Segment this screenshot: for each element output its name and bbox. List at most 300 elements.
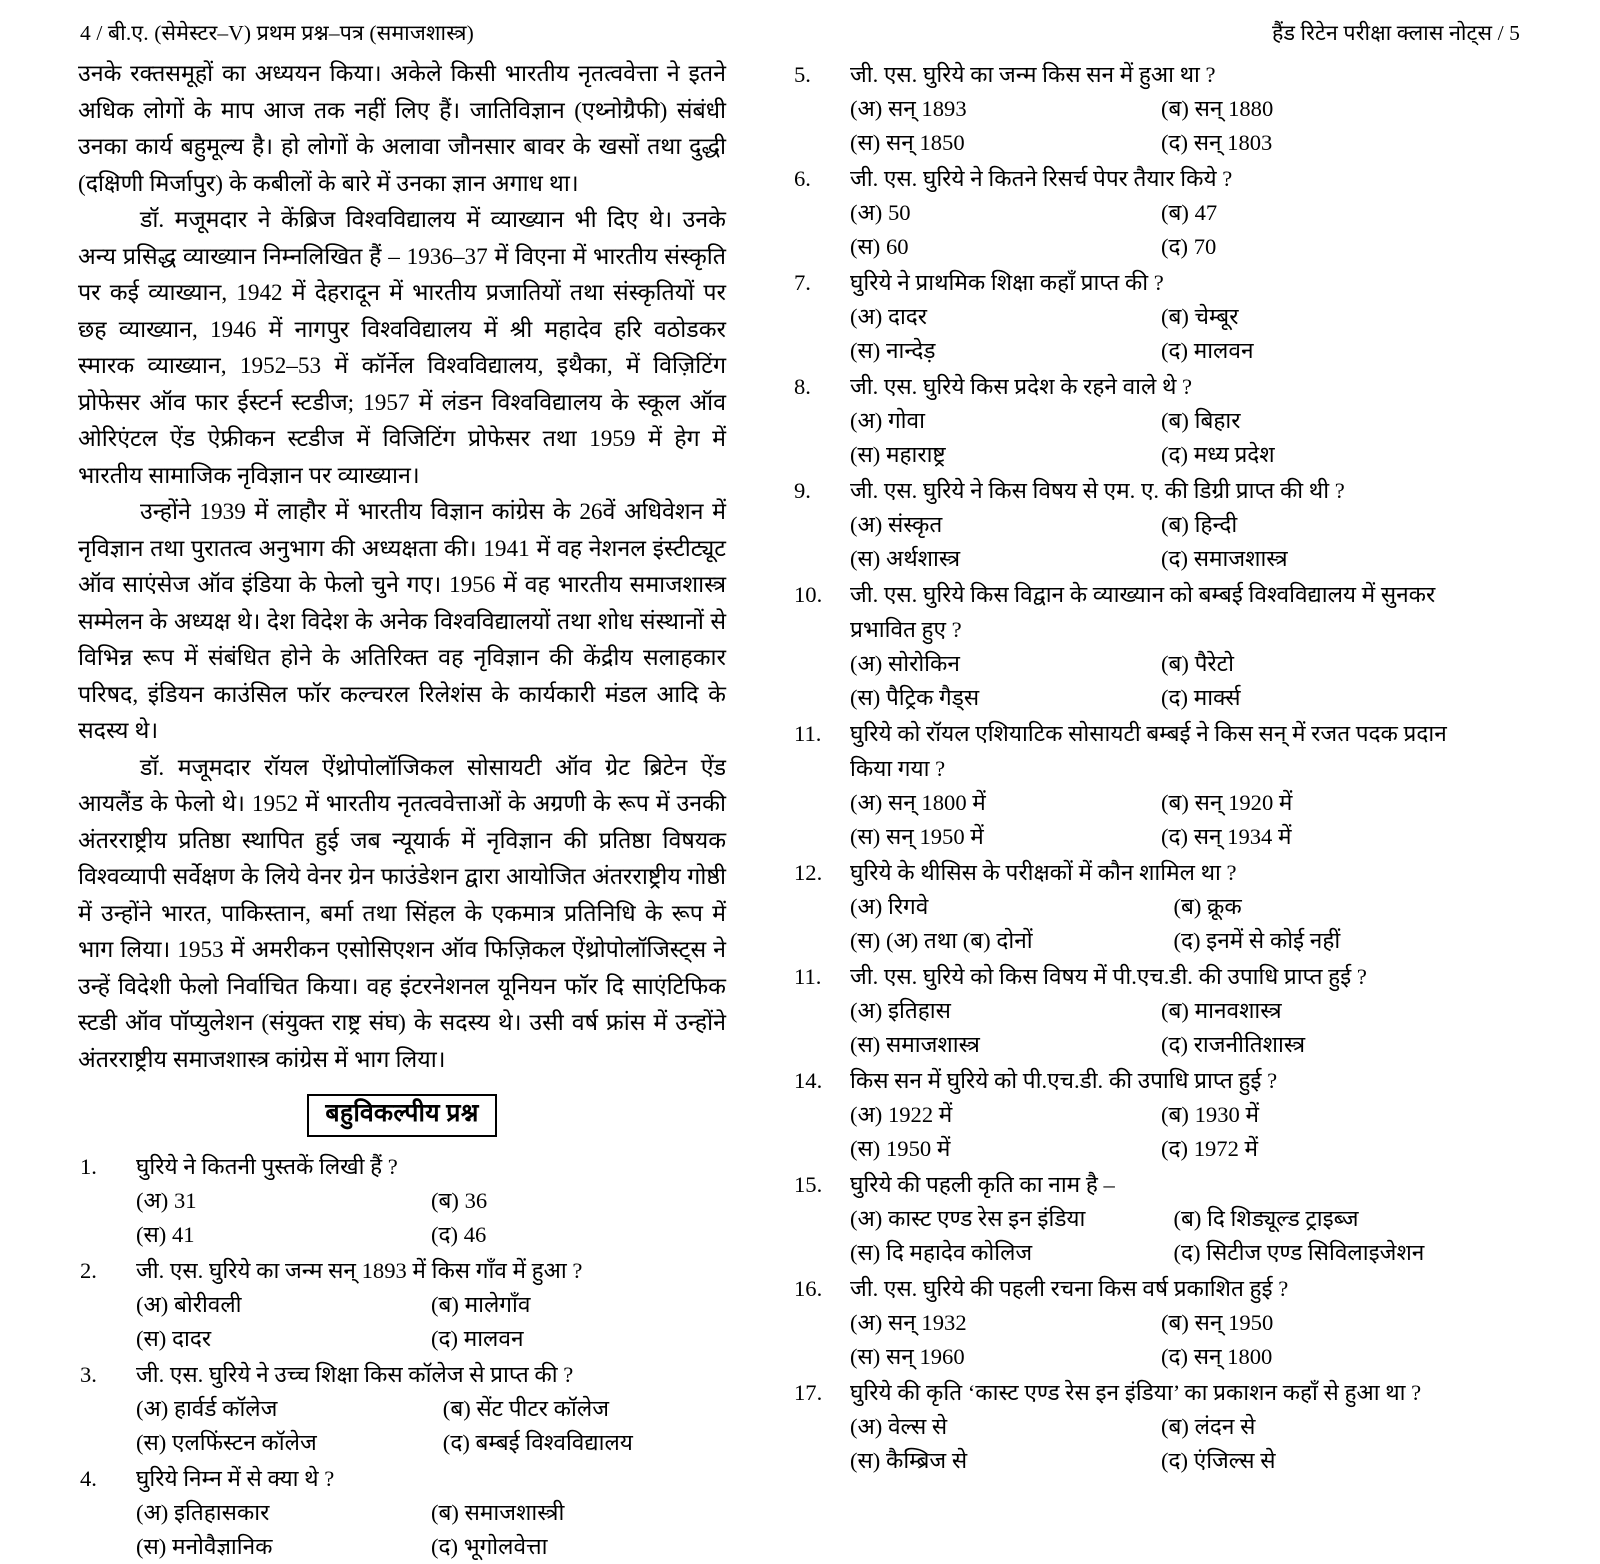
option-item[interactable] [1161, 1444, 1472, 1478]
option-text: मालेगाँव [458, 1292, 531, 1317]
option-label: (स) [850, 130, 881, 155]
option-label: (स) [850, 1136, 881, 1161]
option-label: (अ) [850, 512, 883, 537]
option-item[interactable] [1161, 334, 1472, 368]
option-label: (अ) [850, 998, 883, 1023]
question-text: घुरिये ने प्राथमिक शिक्षा कहाँ प्राप्त की ? [850, 270, 1164, 295]
question-text: घुरिये के थीसिस के परीक्षकों में कौन शामिल था ? [850, 860, 1237, 885]
option-label: (अ) [136, 1292, 169, 1317]
option-grid [850, 786, 1472, 854]
option-text: दि महादेव कोलिज [880, 1240, 1033, 1265]
option-item[interactable] [431, 1288, 726, 1322]
option-text: मनोवैज्ञानिक [166, 1534, 273, 1559]
option-item[interactable] [1161, 508, 1472, 542]
option-item[interactable] [850, 1028, 1161, 1062]
option-label: (द) [1161, 1032, 1189, 1057]
option-item[interactable] [136, 1288, 431, 1322]
question-body [850, 473, 1472, 576]
option-label: (द) [1161, 338, 1189, 363]
question-text: जी. एस. घुरिये ने किस विषय से एम. ए. की डिग्री प्राप्त की थी ? [850, 478, 1345, 503]
question-number: 2. [80, 1258, 97, 1283]
option-label: (अ) [136, 1188, 169, 1213]
option-label: (अ) [850, 894, 883, 919]
option-text: सन् 1850 [880, 130, 965, 155]
option-text: भूगोलवेत्ता [458, 1534, 548, 1559]
option-item[interactable] [431, 1322, 726, 1356]
option-text: मानवशास्त्र [1188, 998, 1282, 1023]
option-text: सन् 1960 [880, 1344, 965, 1369]
option-item[interactable] [850, 300, 1161, 334]
question-body [850, 1375, 1472, 1478]
option-text: रिगवे [882, 894, 929, 919]
question-text: जी. एस. घुरिये किस विद्वान के व्याख्यान को बम्बई विश्वविद्यालय में सुनकर प्रभावित हुए ? [850, 582, 1436, 642]
option-label: (स) [850, 338, 881, 363]
option-item[interactable] [850, 1236, 1173, 1270]
option-item[interactable] [1173, 1202, 1472, 1236]
option-text: हार्वर्ड कॉलेज [168, 1396, 278, 1421]
option-label: (स) [136, 1326, 167, 1351]
option-item[interactable] [443, 1426, 726, 1460]
question-number: 1. [80, 1154, 97, 1179]
option-text: 1950 में [880, 1136, 951, 1161]
option-text: कास्ट एण्ड रेस इन इंडिया [882, 1206, 1086, 1231]
option-item[interactable] [1161, 1132, 1472, 1166]
question-text: जी. एस. घुरिये की पहली रचना किस वर्ष प्रकाशित हुई ? [850, 1276, 1289, 1301]
question-text: घुरिये की पहली कृति का नाम है – [850, 1172, 1115, 1197]
option-text: बिहार [1188, 408, 1241, 433]
question-body [136, 1149, 726, 1252]
option-text: सन् 1932 [882, 1310, 967, 1335]
question-number: 11. [794, 964, 822, 989]
question-text: जी. एस. घुरिये ने कितने रिसर्च पेपर तैयार किये ? [850, 166, 1233, 191]
running-head-left: 4 / बी.ए. (सेमेस्टर–V) प्रथम प्रश्न–पत्र (समाजशास्त्र) [80, 21, 474, 45]
option-label: (स) [850, 1240, 881, 1265]
option-label: (स) [136, 1222, 167, 1247]
option-label: (ब) [431, 1292, 459, 1317]
option-text: सन् 1893 [882, 96, 967, 121]
option-text: बम्बई विश्वविद्यालय [469, 1430, 633, 1455]
question-item [792, 959, 1472, 1062]
option-label: (स) [850, 824, 881, 849]
option-item[interactable] [850, 1306, 1161, 1340]
option-item[interactable] [1161, 196, 1472, 230]
option-item[interactable] [1161, 300, 1472, 334]
option-text: सन् 1950 में [880, 824, 984, 849]
option-text: वेल्स से [882, 1414, 948, 1439]
option-item[interactable] [850, 542, 1161, 576]
option-label: (ब) [1173, 1206, 1202, 1231]
question-body [850, 1271, 1472, 1374]
option-text: समाजशास्त्र [880, 1032, 980, 1057]
option-item[interactable] [850, 786, 1161, 820]
option-label: (द) [431, 1326, 459, 1351]
option-text: (अ) तथा (ब) दोनों [880, 928, 1033, 953]
option-label: (द) [1161, 130, 1189, 155]
question-text: जी. एस. घुरिये को किस विषय में पी.एच.डी. की उपाधि प्राप्त हुई ? [850, 964, 1367, 989]
option-text: संस्कृत [882, 512, 943, 537]
question-item [792, 473, 1472, 576]
option-label: (अ) [850, 1414, 883, 1439]
option-text: 1922 में [882, 1102, 953, 1127]
option-label: (द) [1161, 824, 1189, 849]
option-item[interactable] [1161, 1028, 1472, 1062]
option-label: (द) [431, 1222, 459, 1247]
option-item[interactable] [850, 890, 1173, 924]
option-text: एंजिल्स से [1188, 1448, 1276, 1473]
running-head [80, 18, 1520, 52]
option-label: (द) [1161, 546, 1189, 571]
question-number: 17. [794, 1380, 823, 1405]
option-text: मालवन [1188, 338, 1254, 363]
option-label: (स) [850, 1032, 881, 1057]
option-item[interactable] [136, 1184, 431, 1218]
option-item[interactable] [1161, 126, 1472, 160]
option-item[interactable] [443, 1392, 726, 1426]
option-item[interactable] [850, 196, 1161, 230]
option-item[interactable] [1161, 1340, 1472, 1374]
option-label: (अ) [850, 1102, 883, 1127]
option-grid [850, 1202, 1472, 1270]
option-label: (अ) [850, 1206, 883, 1231]
option-item[interactable] [1161, 1098, 1472, 1132]
question-item [792, 57, 1472, 160]
option-text: इनमें से कोई नहीं [1200, 928, 1341, 953]
question-number: 5. [794, 62, 811, 87]
option-text: सन् 1934 में [1188, 824, 1292, 849]
option-item[interactable] [850, 820, 1161, 854]
question-text: जी. एस. घुरिये ने उच्च शिक्षा किस कॉलेज से प्राप्त की ? [136, 1362, 574, 1387]
question-item [78, 1149, 726, 1252]
question-text: जी. एस. घुरिये का जन्म सन् 1893 में किस गाँव में हुआ ? [136, 1258, 583, 1283]
option-grid [136, 1496, 726, 1564]
option-item[interactable] [850, 508, 1161, 542]
option-item[interactable] [850, 924, 1173, 958]
option-label: (स) [136, 1430, 167, 1455]
question-body [136, 1253, 726, 1356]
option-grid [850, 1306, 1472, 1374]
question-number: 10. [794, 582, 823, 607]
question-number: 6. [794, 166, 811, 191]
option-item[interactable] [136, 1530, 431, 1564]
option-grid [850, 994, 1472, 1062]
option-label: (अ) [136, 1396, 169, 1421]
option-text: सोरोकिन [882, 651, 960, 676]
option-label: (ब) [1161, 304, 1189, 329]
option-label: (ब) [1173, 894, 1202, 919]
option-text: पैरेटो [1188, 651, 1234, 676]
option-label: (ब) [1161, 96, 1189, 121]
option-item[interactable] [850, 681, 1161, 715]
question-body [850, 1063, 1472, 1166]
option-text: सन् 1803 [1188, 130, 1273, 155]
option-text: बोरीवली [168, 1292, 242, 1317]
option-item[interactable] [850, 1132, 1161, 1166]
option-label: (ब) [1161, 998, 1189, 1023]
option-text: दादर [882, 304, 928, 329]
option-item[interactable] [136, 1496, 431, 1530]
option-text: 60 [880, 234, 909, 259]
option-grid [136, 1184, 726, 1252]
option-label: (द) [1161, 685, 1189, 710]
page-columns [78, 56, 1528, 1559]
option-grid [850, 508, 1472, 576]
option-text: 70 [1188, 234, 1217, 259]
option-label: (अ) [850, 96, 883, 121]
option-text: महाराष्ट्र [880, 442, 946, 467]
option-grid [850, 1098, 1472, 1166]
question-number: 9. [794, 478, 811, 503]
option-grid [850, 404, 1472, 472]
option-label: (स) [850, 442, 881, 467]
option-text: अर्थशास्त्र [880, 546, 961, 571]
option-grid [136, 1288, 726, 1356]
question-body [850, 577, 1472, 715]
question-number: 3. [80, 1362, 97, 1387]
option-label: (द) [1173, 1240, 1201, 1265]
option-label: (ब) [1161, 512, 1189, 537]
question-body [850, 57, 1472, 160]
option-label: (ब) [431, 1500, 459, 1525]
option-text: सिटीज एण्ड सिविलाइजेशन [1200, 1240, 1425, 1265]
option-label: (अ) [850, 790, 883, 815]
option-item[interactable] [431, 1218, 726, 1252]
option-item[interactable] [850, 1098, 1161, 1132]
question-item [792, 369, 1472, 472]
option-text: सन् 1800 [1188, 1344, 1273, 1369]
option-text: दादर [166, 1326, 212, 1351]
option-grid [850, 647, 1472, 715]
option-item[interactable] [1161, 438, 1472, 472]
option-text: मार्क्स [1188, 685, 1241, 710]
question-number: 16. [794, 1276, 823, 1301]
option-item[interactable] [1161, 404, 1472, 438]
question-list-right [792, 57, 1472, 1478]
option-grid [136, 1392, 726, 1460]
question-item [792, 577, 1472, 715]
question-number: 7. [794, 270, 811, 295]
option-label: (अ) [850, 304, 883, 329]
option-label: (स) [850, 234, 881, 259]
option-label: (ब) [431, 1188, 459, 1213]
option-item[interactable] [850, 92, 1161, 126]
option-label: (द) [1161, 234, 1189, 259]
option-grid [850, 92, 1472, 160]
option-grid [850, 890, 1472, 958]
option-text: 46 [458, 1222, 487, 1247]
option-text: मालवन [458, 1326, 524, 1351]
option-text: 36 [458, 1188, 488, 1213]
option-label: (अ) [850, 200, 883, 225]
option-label: (ब) [1161, 1102, 1189, 1127]
option-text: दि शिड्यूल्ड ट्राइब्ज [1201, 1206, 1359, 1231]
question-text: घुरिये को रॉयल एशियाटिक सोसायटी बम्बई ने किस सन् में रजत पदक प्रदान किया गया ? [850, 721, 1447, 781]
question-body [850, 265, 1472, 368]
option-text: पैट्रिक गैड्स [880, 685, 980, 710]
right-column [792, 56, 1472, 1473]
question-number: 4. [80, 1466, 97, 1491]
option-text: सन् 1920 में [1188, 790, 1293, 815]
option-label: (ब) [1161, 790, 1189, 815]
option-text: कैम्ब्रिज से [880, 1448, 968, 1473]
question-text: जी. एस. घुरिये किस प्रदेश के रहने वाले थे ? [850, 374, 1193, 399]
question-number: 8. [794, 374, 811, 399]
option-text: 1972 में [1188, 1136, 1259, 1161]
question-list-left [78, 1149, 726, 1564]
question-number: 11. [794, 721, 822, 746]
question-item [792, 1375, 1472, 1478]
option-text: इतिहासकार [168, 1500, 270, 1525]
option-item[interactable] [1161, 994, 1472, 1028]
question-item [792, 716, 1472, 854]
option-text: राजनीतिशास्त्र [1188, 1032, 1306, 1057]
option-grid [850, 300, 1472, 368]
question-item [78, 1461, 726, 1564]
option-item[interactable] [1161, 681, 1472, 715]
question-number: 14. [794, 1068, 823, 1093]
option-item[interactable] [1173, 1236, 1472, 1270]
option-item[interactable] [1161, 542, 1472, 576]
left-column [78, 56, 726, 1559]
option-label: (द) [1161, 1344, 1189, 1369]
option-label: (ब) [1161, 200, 1189, 225]
option-text: हिन्दी [1188, 512, 1238, 537]
option-text: लंदन से [1188, 1414, 1256, 1439]
option-label: (स) [850, 546, 881, 571]
option-item[interactable] [1161, 1306, 1472, 1340]
option-item[interactable] [850, 126, 1161, 160]
option-item[interactable] [850, 994, 1161, 1028]
option-item[interactable] [850, 1444, 1161, 1478]
paragraph: उन्होंने 1939 में लाहौर में भारतीय विज्ञान कांग्रेस के 26वें अधिवेशन में नृविज्ञान तथा पुरातत्व अनुभाग की अध्यक्षता की। 1941 में वह नेशनल इंस्टीट्यूट ऑव साएंसेज ऑव इंडिया के फेलो चुने गए। 1956 में वह भारतीय समाजशास्त्र सम्मेलन के अध्यक्ष थे। देश विदेश के अनेक विश्वविद्यालयों तथा शोध संस्थानों से विभिन्न रूप में संबंधित होने के अतिरिक्त वह नृविज्ञान की केंद्रीय सलाहकार परिषद, इंडियन काउंसिल फॉर कल्चरल रिलेशंस के कार्यकारी मंडल आदि के सदस्य थे। [78, 499, 726, 744]
option-label: (ब) [1161, 651, 1189, 676]
option-label: (अ) [850, 408, 883, 433]
option-label: (स) [850, 1344, 881, 1369]
option-label: (अ) [136, 1500, 169, 1525]
option-label: (द) [1161, 1136, 1189, 1161]
option-text: 31 [168, 1188, 197, 1213]
option-item[interactable] [136, 1218, 431, 1252]
option-text: सन् 1800 में [882, 790, 986, 815]
option-text: सेंट पीटर कॉलेज [470, 1396, 609, 1421]
option-label: (ब) [1161, 408, 1189, 433]
option-item[interactable] [850, 334, 1161, 368]
option-label: (स) [850, 928, 881, 953]
option-label: (द) [1161, 1448, 1189, 1473]
option-label: (द) [442, 1430, 470, 1455]
question-body [850, 855, 1472, 958]
option-label: (स) [850, 1448, 881, 1473]
question-text: जी. एस. घुरिये का जन्म किस सन में हुआ था ? [850, 62, 1216, 87]
question-item [792, 855, 1472, 958]
option-label: (स) [850, 685, 881, 710]
question-text: घुरिये की कृति ‘कास्ट एण्ड रेस इन इंडिया’ का प्रकाशन कहाँ से हुआ था ? [850, 1380, 1422, 1405]
question-body [850, 1167, 1472, 1270]
option-label: (द) [431, 1534, 459, 1559]
option-label: (ब) [1161, 1414, 1189, 1439]
option-text: समाजशास्त्री [458, 1500, 565, 1525]
option-text: समाजशास्त्र [1188, 546, 1288, 571]
option-label: (स) [136, 1534, 167, 1559]
option-text: चेम्बूर [1188, 304, 1239, 329]
question-body [136, 1357, 726, 1460]
question-item [78, 1253, 726, 1356]
question-item [792, 1167, 1472, 1270]
option-label: (अ) [850, 1310, 883, 1335]
option-item[interactable] [136, 1426, 443, 1460]
question-body [136, 1461, 726, 1564]
question-number: 15. [794, 1172, 823, 1197]
option-item[interactable] [431, 1530, 726, 1564]
option-text: मध्य प्रदेश [1188, 442, 1275, 467]
option-label: (अ) [850, 651, 883, 676]
question-body [850, 161, 1472, 264]
option-item[interactable] [1161, 820, 1472, 854]
question-item [792, 1063, 1472, 1166]
running-head-right: हैंड रिटेन परीक्षा क्लास नोट्स / 5 [1271, 21, 1520, 45]
option-text: गोवा [882, 408, 925, 433]
option-text: क्रूक [1201, 894, 1242, 919]
option-item[interactable] [850, 647, 1161, 681]
paragraph: डॉ. मजूमदार रॉयल ऐंथ्रोपोलॉजिकल सोसायटी ऑव ग्रेट ब्रिटेन ऐंड आयलैंड के फेलो थे। 1952 में भारतीय नृतत्ववेत्ताओं के अग्रणी के रूप में उनकी अंतरराष्ट्रीय प्रतिष्ठा स्थापित हुई जब न्यूयार्क में नृविज्ञान की प्रतिष्ठा विषयक विश्वव्यापी सर्वेक्षण के लिये वेनर ग्रेन फाउंडेशन द्वारा आयोजित अंतरराष्ट्रीय गोष्ठी में उन्होंने भारत, पाकिस्तान, बर्मा तथा सिंहल के एकमात्र प्रतिनिधि के रूप में भाग लिया। 1953 में अमरीकन एसोसिएशन ऑव फिज़िकल ऐंथ्रोपोलॉजिस्ट्स ने उन्हें विदेशी फेलो निर्वाचित किया। वह इंटरनेशनल यूनियन फॉर दि साएंटिफिक स्टडी ऑव पॉप्युलेशन (संयुक्त राष्ट्र संघ) के सदस्य थे। उसी वर्ष फ्रांस में उन्होंने अंतरराष्ट्रीय समाजशास्त्र कांग्रेस में भाग लिया। [78, 754, 726, 1073]
option-text: 50 [882, 200, 911, 225]
option-item[interactable] [431, 1496, 726, 1530]
option-item[interactable] [1161, 647, 1472, 681]
option-grid [850, 196, 1472, 264]
option-item[interactable] [1161, 92, 1472, 126]
question-body [850, 369, 1472, 472]
option-item[interactable] [136, 1322, 431, 1356]
option-text: 1930 में [1188, 1102, 1259, 1127]
option-text: एलफिंस्टन कॉलेज [166, 1430, 317, 1455]
option-text: सन् 1880 [1188, 96, 1274, 121]
question-item [792, 161, 1472, 264]
question-body [850, 959, 1472, 1062]
option-item[interactable] [136, 1392, 443, 1426]
paragraph: उनके रक्तसमूहों का अध्ययन किया। अकेले किसी भारतीय नृतत्ववेत्ता ने इतने अधिक लोगों के माप आज तक नहीं लिए हैं। जातिविज्ञान (एथ्नोग्रैफी) संबंधी उनका कार्य बहुमूल्य है। हो लोगों के अलावा जौनसार बावर के खसों तथा दुद्धी (दक्षिणी मिर्जापुर) के कबीलों के बारे में उनका ज्ञान अगाध था। [78, 61, 726, 197]
question-body [850, 716, 1472, 854]
option-item[interactable] [850, 438, 1161, 472]
option-label: (द) [1173, 928, 1201, 953]
question-text: घुरिये निम्न में से क्या थे ? [136, 1466, 335, 1491]
option-item[interactable] [850, 1202, 1173, 1236]
option-text: 47 [1188, 200, 1218, 225]
option-item[interactable] [1161, 230, 1472, 264]
option-item[interactable] [850, 1340, 1161, 1374]
option-label: (द) [1161, 442, 1189, 467]
option-grid [850, 1410, 1472, 1478]
option-text: नान्देड़ [880, 338, 936, 363]
option-item[interactable] [431, 1184, 726, 1218]
option-label: (ब) [1161, 1310, 1189, 1335]
option-text: इतिहास [882, 998, 951, 1023]
option-item[interactable] [1161, 786, 1472, 820]
question-text: किस सन में घुरिये को पी.एच.डी. की उपाधि प्राप्त हुई ? [850, 1068, 1278, 1093]
question-text: घुरिये ने कितनी पुस्तकें लिखी हैं ? [136, 1154, 398, 1179]
question-item [792, 1271, 1472, 1374]
option-item[interactable] [1173, 924, 1472, 958]
question-item [78, 1357, 726, 1460]
question-number: 12. [794, 860, 823, 885]
option-text: 41 [166, 1222, 195, 1247]
option-item[interactable] [1173, 890, 1472, 924]
option-item[interactable] [850, 230, 1161, 264]
paragraph: डॉ. मजूमदार ने केंब्रिज विश्वविद्यालय में व्याख्यान भी दिए थे। उनके अन्य प्रसिद्ध व्याख्यान निम्नलिखित हैं – 1936–37 में विएना में भारतीय संस्कृति पर कई व्याख्यान, 1942 में देहरादून में भारतीय प्रजातियों तथा संस्कृतियों पर छह व्याख्यान, 1946 में नागपुर विश्वविद्यालय में श्री महादेव हरि वठोडकर स्मारक व्याख्यान, 1952–53 में कॉर्नेल विश्वविद्यालय, इथैका, में विज़िटिंग प्रोफेसर ऑव फार ईस्टर्न स्टडीज; 1957 में लंडन विश्वविद्यालय के स्कूल ऑव ओरिएंटल ऐंड ऐफ्रीकन स्टडीज में विजिटिंग प्रोफेसर तथा 1959 में हेग में भारतीय सामाजिक नृविज्ञान पर व्याख्यान। [78, 207, 726, 489]
option-item[interactable] [1161, 1410, 1472, 1444]
question-item [792, 265, 1472, 368]
option-item[interactable] [850, 404, 1161, 438]
option-item[interactable] [850, 1410, 1161, 1444]
option-label: (ब) [442, 1396, 471, 1421]
